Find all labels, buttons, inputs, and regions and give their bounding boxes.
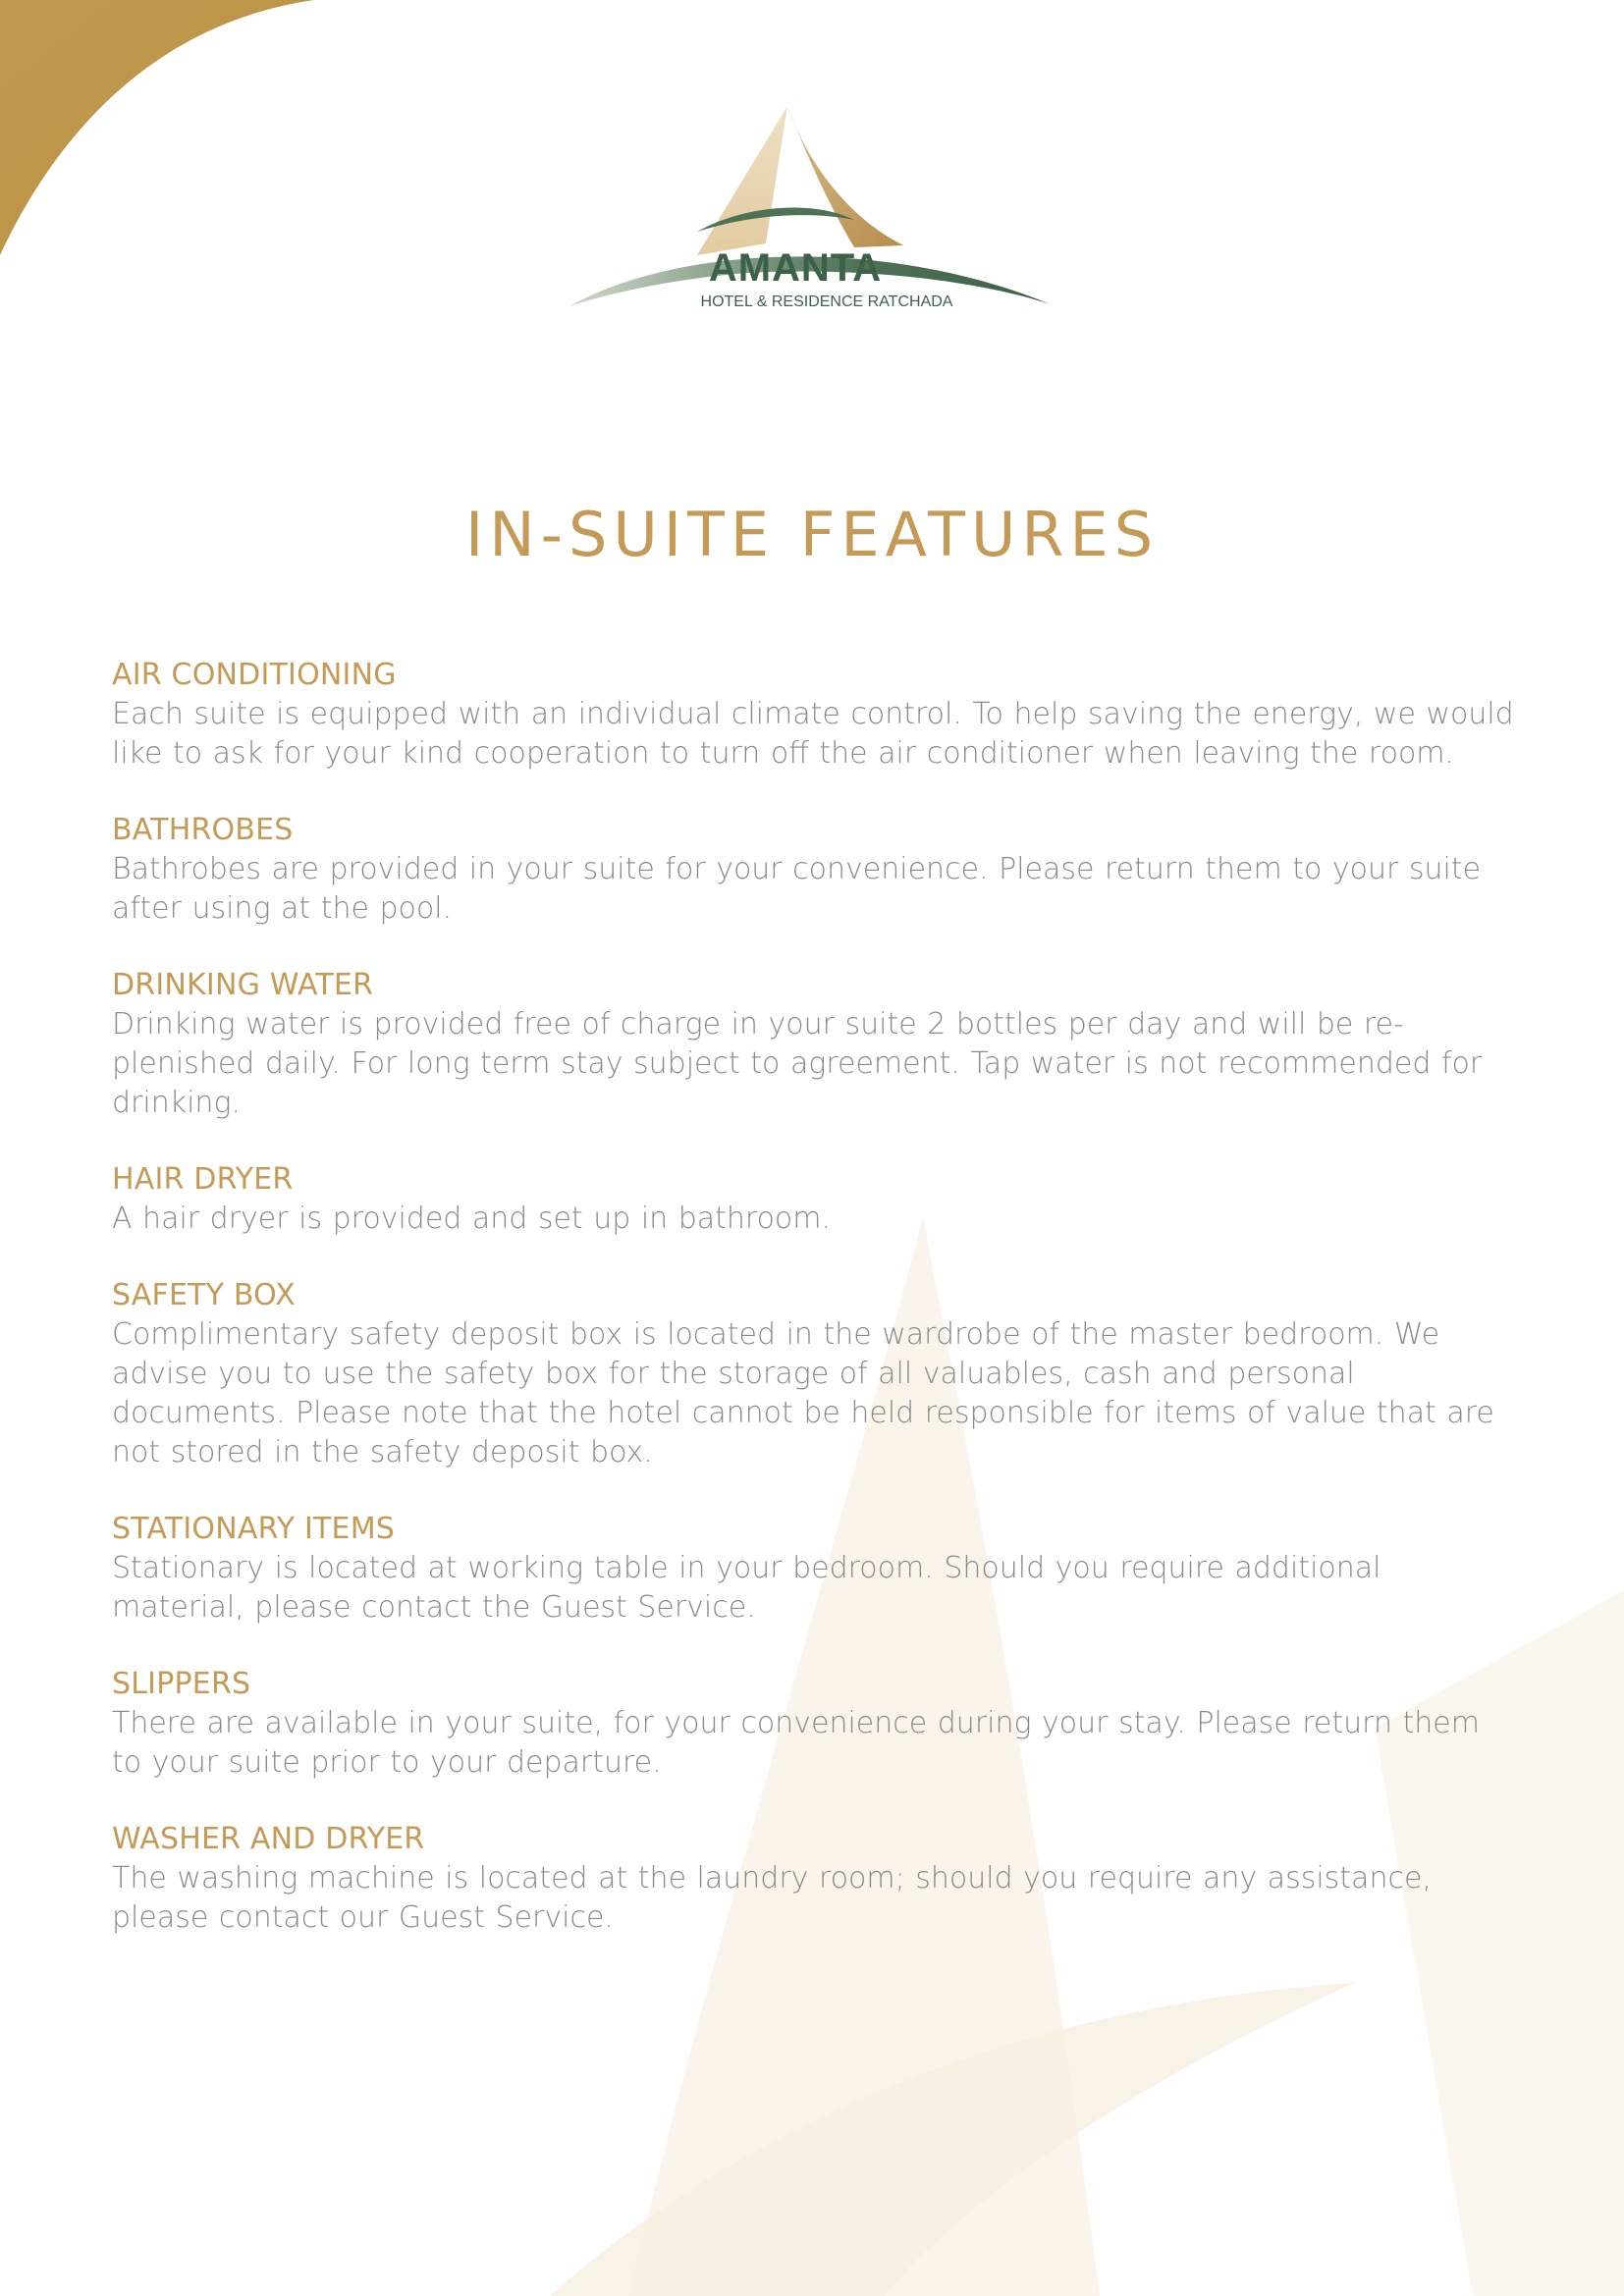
feature-text: A hair dryer is provided and set up in bathroom. [112, 1201, 832, 1236]
feature-text: Complimentary safety deposit box is located in the wardrobe of the master bedroom. We advise you to use the safety box for the storage of all valuables, cash and personal documents. Please note that the hotel cannot be held responsible for items of value that are not stored in the safety deposit box. [112, 1317, 1494, 1469]
feature-heading: DRINKING WATER [112, 968, 374, 1002]
feature-heading: HAIR DRYER [112, 1162, 294, 1197]
feature-text: Each suite is equipped with an individual climate control. To help saving the energy, we would like to ask for your kind cooperation to turn off the air conditioner when leaving the room. [112, 697, 1514, 771]
feature-bathrobes [112, 811, 1516, 929]
feature-slippers [112, 1665, 1516, 1783]
feature-drinking-water [112, 966, 1516, 1123]
logo-brand-name: AMANTA [708, 246, 883, 290]
feature-heading: STATIONARY ITEMS [112, 1512, 396, 1546]
feature-heading: WASHER AND DRYER [112, 1822, 425, 1856]
feature-text: Bathrobes are provided in your suite for your convenience. Please return them to your suite after using at the pool. [112, 852, 1482, 926]
features-list [112, 656, 1516, 1975]
feature-heading: SAFETY BOX [112, 1278, 296, 1312]
feature-heading: SLIPPERS [112, 1667, 251, 1701]
page-title: IN-SUITE FEATURES [464, 499, 1160, 570]
feature-washer-and-dryer [112, 1820, 1516, 1938]
feature-text: Drinking water is provided free of charge in your suite 2 bottles per day and will be re-plenished daily. For long term stay subject to agreement. Tap water is not recommended for drinking. [112, 1007, 1483, 1120]
feature-text: The washing machine is located at the laundry room; should you require any assistance, please contact our Guest Service. [112, 1861, 1432, 1935]
feature-text: There are available in your suite, for your convenience during your stay. Please return them to your suite prior to your departure. [112, 1706, 1480, 1780]
feature-stationary-items [112, 1510, 1516, 1628]
logo-peak-shape [787, 106, 903, 247]
feature-safety-box [112, 1276, 1516, 1472]
feature-hair-dryer [112, 1160, 1516, 1239]
feature-text: Stationary is located at working table in your bedroom. Should you require additional material, please contact the Guest Service. [112, 1551, 1381, 1625]
corner-swoosh-shape [0, 0, 314, 255]
feature-heading: AIR CONDITIONING [112, 658, 397, 692]
logo-peak-light-shape [697, 106, 787, 255]
feature-air-conditioning [112, 656, 1516, 774]
feature-heading: BATHROBES [112, 813, 294, 847]
hotel-logo [560, 98, 1060, 324]
logo-brand-subtitle: HOTEL & RESIDENCE RATCHADA [700, 294, 953, 310]
